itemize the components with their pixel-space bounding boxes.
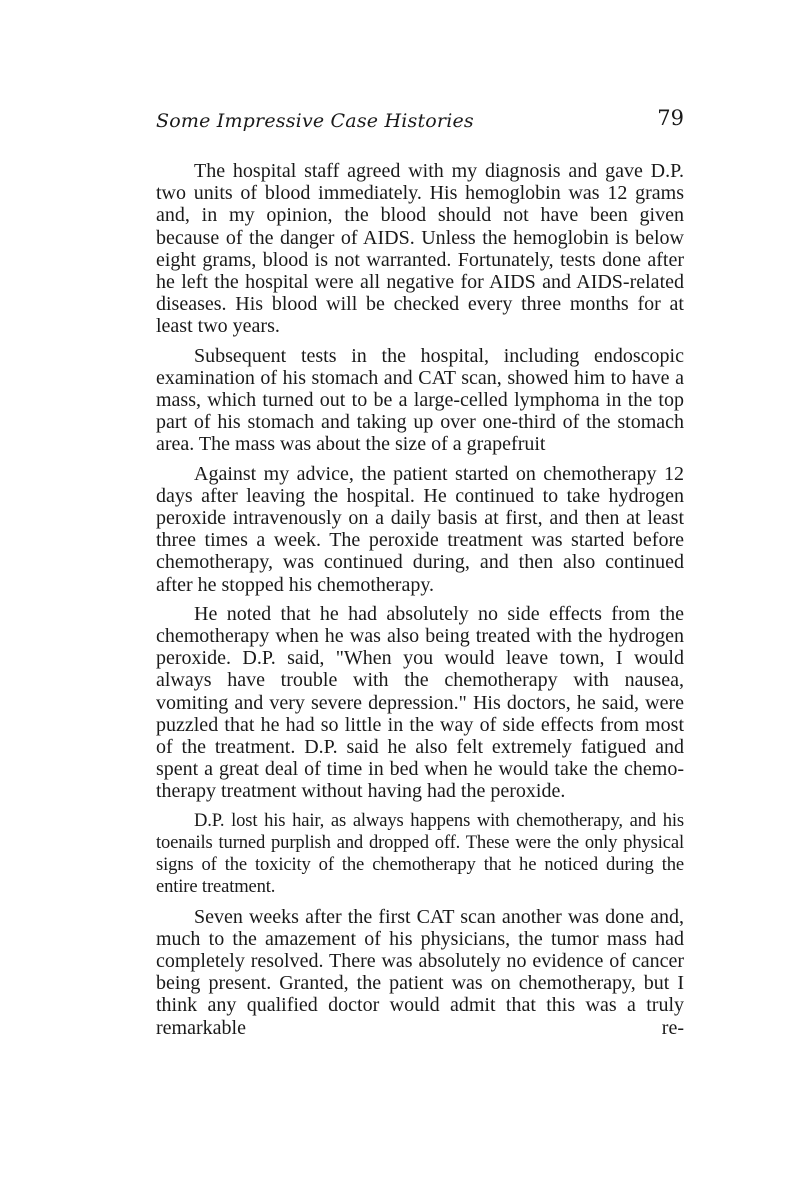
running-head bbox=[156, 104, 684, 134]
paragraph-blood-transfusion: The hospital staff agreed with my diagnosis and gave D.P. two units of blood immediately. His hemoglobin was 12 grams and, in my opinion, the blood should not have been given because of the danger of AIDS. Unless the hemoglobin is below eight grams, blood is not warranted. Fortunately, tests done after he left the hospital were all negative for AIDS and AIDS-related diseases. His blood will be checked every three months for at least two years. bbox=[156, 160, 684, 338]
paragraph-chemotherapy-start: Against my advice, the patient started on chemotherapy 12 days after leaving the hospital. He continued to take hydrogen peroxide intravenously on a daily basis at first, and then at least three times a week. The peroxide treatment was started before chemotherapy, was continued during, and then also continued after he stopped his chemotherapy. bbox=[156, 462, 684, 596]
paragraph-side-effects: He noted that he had absolutely no side effects from the chemotherapy when he was also being treated with the hydrogen peroxide. D.P. said, "When you would leave town, I would always have trouble with the chemotherapy with nausea, vomiting and very severe depression." His doctors, he said, were puzzled that he had so little in the way of side effects from most of the treatment. D.P. said he also felt extremely fatigued and spent a great deal of time in bed when he would take the chemotherapy treatment without having had the peroxide. bbox=[156, 602, 684, 803]
paragraph-toxicity-signs: D.P. lost his hair, as always happens with chemotherapy, and his toenails turned purplish and dropped off. These were the only physical signs of the toxicity of the chemotherapy that he noticed during the entire treatment. bbox=[156, 809, 684, 898]
paragraph-lymphoma-diagnosis: Subsequent tests in the hospital, including endoscopic examination of his stomach and CAT scan, showed him to have a mass, which turned out to be a large-celled lymphoma in the top part of his stomach and taking up over one-third of the stomach area. The mass was about the size of a grapefruit bbox=[156, 344, 684, 456]
body-text bbox=[156, 160, 684, 1039]
running-title: Some Impressive Case Histories bbox=[156, 110, 474, 132]
page-number: 79 bbox=[657, 106, 684, 130]
page-content bbox=[156, 104, 684, 1039]
paragraph-tumor-resolved: Seven weeks after the first CAT scan another was done and, much to the amazement of his physicians, the tumor mass had completely resolved. There was absolutely no evidence of cancer being present. Granted, the patient was on chemotherapy, but I think any qualified doctor would admit that this was a truly remarkable re- bbox=[156, 905, 684, 1039]
